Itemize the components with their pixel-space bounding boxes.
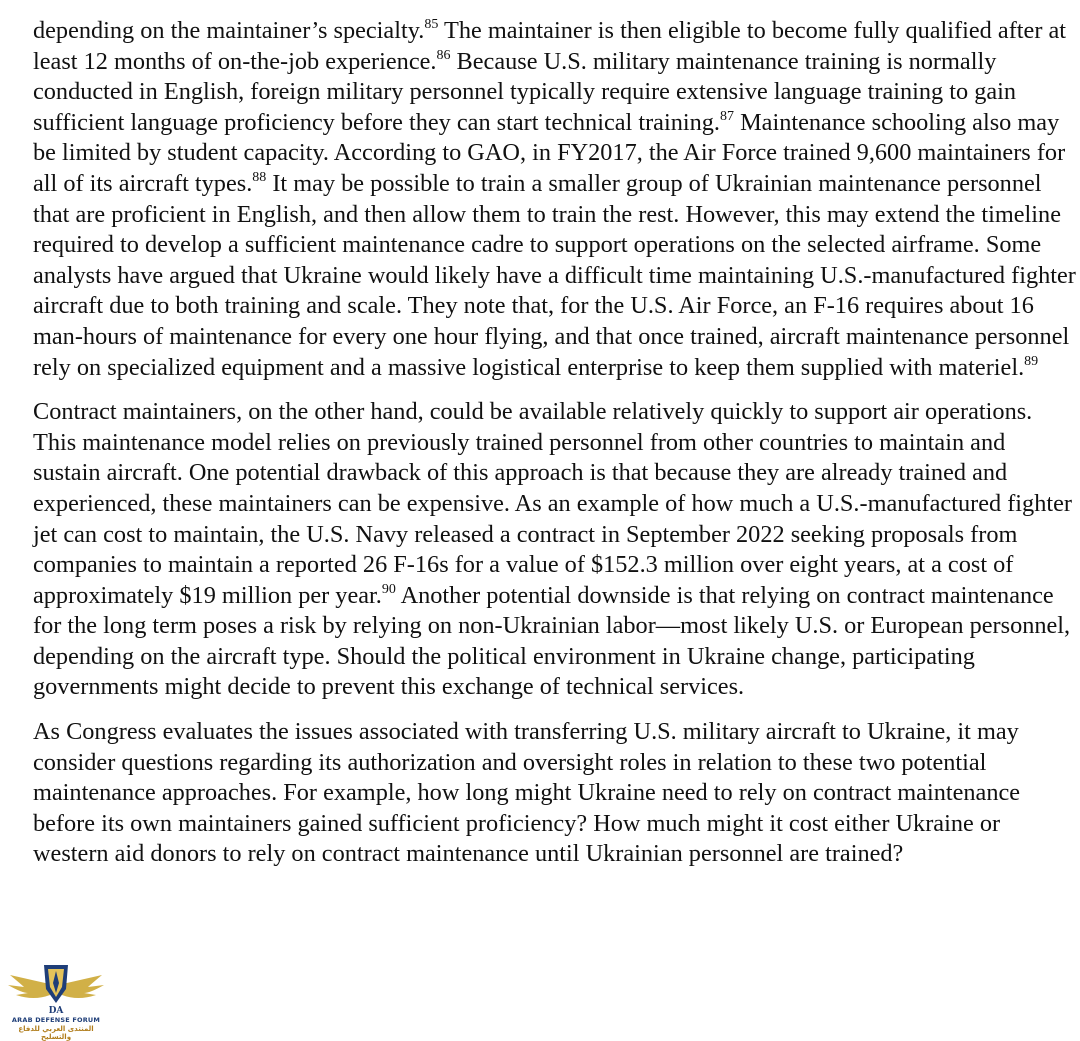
footnote-marker[interactable]: 86 xyxy=(436,47,451,63)
forum-logo-icon xyxy=(4,955,108,1017)
footnote-marker[interactable]: 85 xyxy=(424,17,439,32)
text-run: depending on the maintainer’s specialty. xyxy=(33,17,425,44)
text-run: As Congress evaluates the issues associated with transferring U.S. military aircraft to Ukraine, it may consider questions regarding its authorization and oversight roles in relation to these two potential maintenance approaches. For example, how long might Ukraine need to rely on contract maintenance before its own maintainers gained sufficient proficiency? How much might it cost either Ukraine or western aid donors to rely on contract maintenance until Ukrainian personnel are trained? xyxy=(33,718,1021,868)
forum-name: ARAB DEFENSE FORUM xyxy=(11,1016,101,1024)
document-body xyxy=(33,16,1077,870)
paragraph-2 xyxy=(33,397,1077,703)
paragraph-3 xyxy=(33,717,1077,870)
text-run: Maintenance schooling also may be limited by student capacity. According to GAO, in FY2017, the Air Force trained 9,600 maintainers for all of its aircraft types. xyxy=(33,108,1066,197)
forum-initials: DA xyxy=(48,1006,64,1016)
paragraph-1 xyxy=(33,16,1077,383)
text-run: The maintainer is then eligible to become fully qualified after at least 12 months of on-the-job experience. xyxy=(33,17,1067,75)
text-run: It may be possible to train a smaller group of Ukrainian maintenance personnel that are proficient in English, and then allow them to train the rest. However, this may extend the timeline required to develop a sufficient maintenance cadre to support operations on the selected airframe. Some analysts have argued that Ukraine would likely have a difficult time maintaining U.S.-manufactured fighter aircraft due to both training and scale. They note that, for the U.S. Air Force, an F-16 requires about 16 man-hours of maintenance for every one hour flying, and that once trained, aircraft maintenance personnel rely on specialized equipment and a massive logistical enterprise to keep them supplied with materiel. xyxy=(33,169,1076,381)
text-run: Because U.S. military maintenance training is normally conducted in English, foreign military personnel typically require extensive language training to gain sufficient language proficiency before they can start technical training. xyxy=(33,47,1017,136)
footnote-marker[interactable]: 88 xyxy=(252,169,267,185)
forum-name-arabic: المنتدى العربي للدفاع والتسليح xyxy=(18,1025,94,1041)
footnote-marker[interactable]: 90 xyxy=(381,581,396,597)
text-run: Another potential downside is that relying on contract maintenance for the long term poses a risk by relying on non-Ukrainian labor—most likely U.S. or European personnel, depending on the aircraft type. Should the political environment in Ukraine change, participating governments might decide to prevent this exchange of technical services. xyxy=(33,581,1071,701)
footnote-marker[interactable]: 89 xyxy=(1024,353,1039,369)
text-run: Contract maintainers, on the other hand, could be available relatively quickly to support air operations. This maintenance model relies on previously trained personnel from other countries to maintain and sustain aircraft. One potential drawback of this approach is that because they are already trained and experienced, these maintainers can be expensive. As an example of how much a U.S.-manufactured fighter jet can cost to maintain, the U.S. Navy released a contract in September 2022 seeking proposals from companies to maintain a reported 26 F-16s for a value of $152.3 million over eight years, at a cost of approximately $19 million per year. xyxy=(33,398,1072,609)
arab-defense-forum-watermark xyxy=(4,955,108,1041)
footnote-marker[interactable]: 87 xyxy=(720,108,734,124)
